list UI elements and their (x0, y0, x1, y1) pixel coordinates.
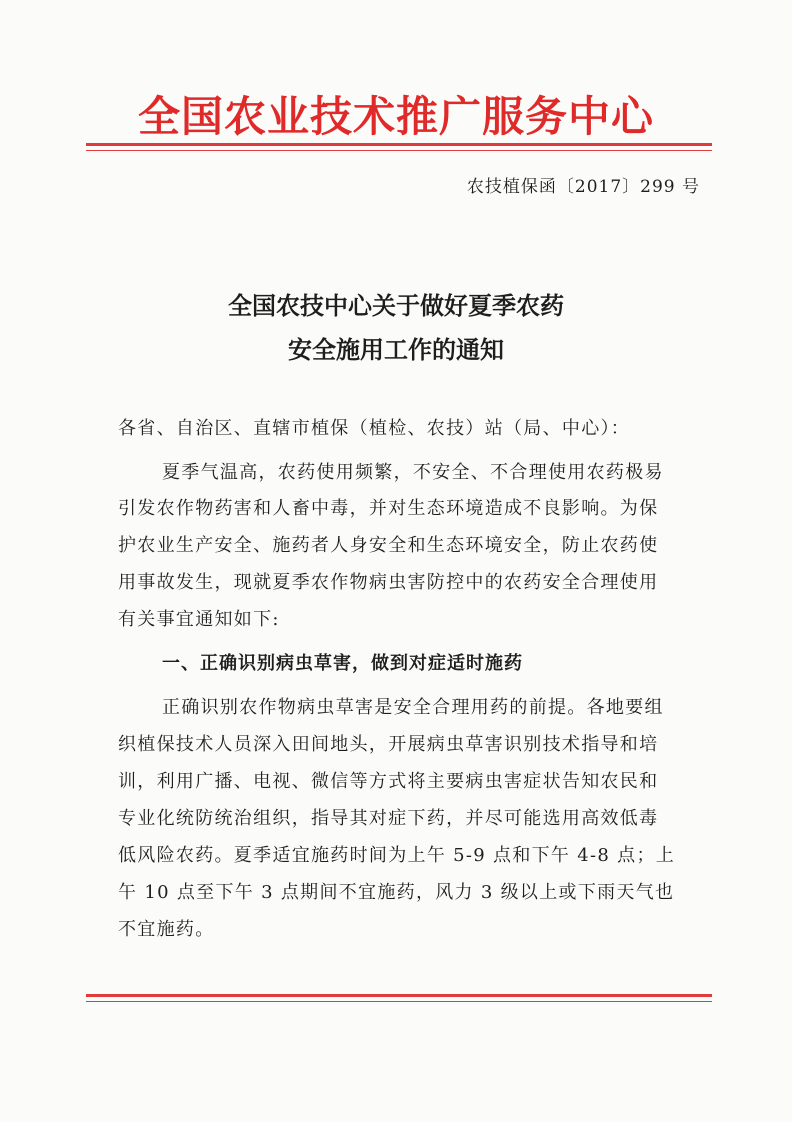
salutation: 各省、自治区、直辖市植保（植检、农技）站（局、中心）： (118, 418, 631, 439)
paragraph-line: 用事故发生，现就夏季农作物病虫害防控中的农药安全合理使用 (118, 572, 659, 593)
footer-rule-thin (86, 1001, 712, 1002)
paragraph-line: 不宜施药。 (118, 919, 215, 940)
section-heading: 一、正确识别病虫草害，做到对症适时施药 (162, 653, 523, 674)
title-line-2: 安全施用工作的通知 (288, 335, 504, 364)
header-rule-thick (86, 143, 712, 146)
paragraph-line: 正确识别农作物病虫草害是安全合理用药的前提。各地要组 (162, 697, 664, 718)
header-rule-thin (86, 150, 712, 151)
organization-header: 全国农业技术推广服务中心 (137, 92, 654, 141)
paragraph-line: 低风险农药。夏季适宜施药时间为上午 5-9 点和下午 4-8 点；上 (118, 845, 676, 866)
paragraph-line: 训，利用广播、电视、微信等方式将主要病虫害症状告知农民和 (118, 771, 659, 792)
paragraph-line: 护农业生产安全、施药者人身安全和生态环境安全，防止农药使 (118, 535, 659, 556)
paragraph-line: 夏季气温高，农药使用频繁，不安全、不合理使用农药极易 (162, 462, 664, 483)
paragraph-line: 午 10 点至下午 3 点期间不宜施药，风力 3 级以上或下雨天气也 (118, 882, 675, 903)
paragraph-line: 专业化统防统治组织，指导其对症下药，并尽可能选用高效低毒 (118, 808, 659, 829)
paragraph-line: 织植保技术人员深入田间地头，开展病虫草害识别技术指导和培 (118, 734, 659, 755)
paragraph-line: 引发农作物药害和人畜中毒，并对生态环境造成不良影响。为保 (118, 498, 659, 519)
document-number: 农技植保函〔2017〕299 号 (466, 177, 700, 197)
footer-rule-thick (86, 994, 712, 997)
title-line-1: 全国农技中心关于做好夏季农药 (228, 291, 564, 320)
paragraph-line: 有关事宜通知如下: (118, 609, 280, 630)
